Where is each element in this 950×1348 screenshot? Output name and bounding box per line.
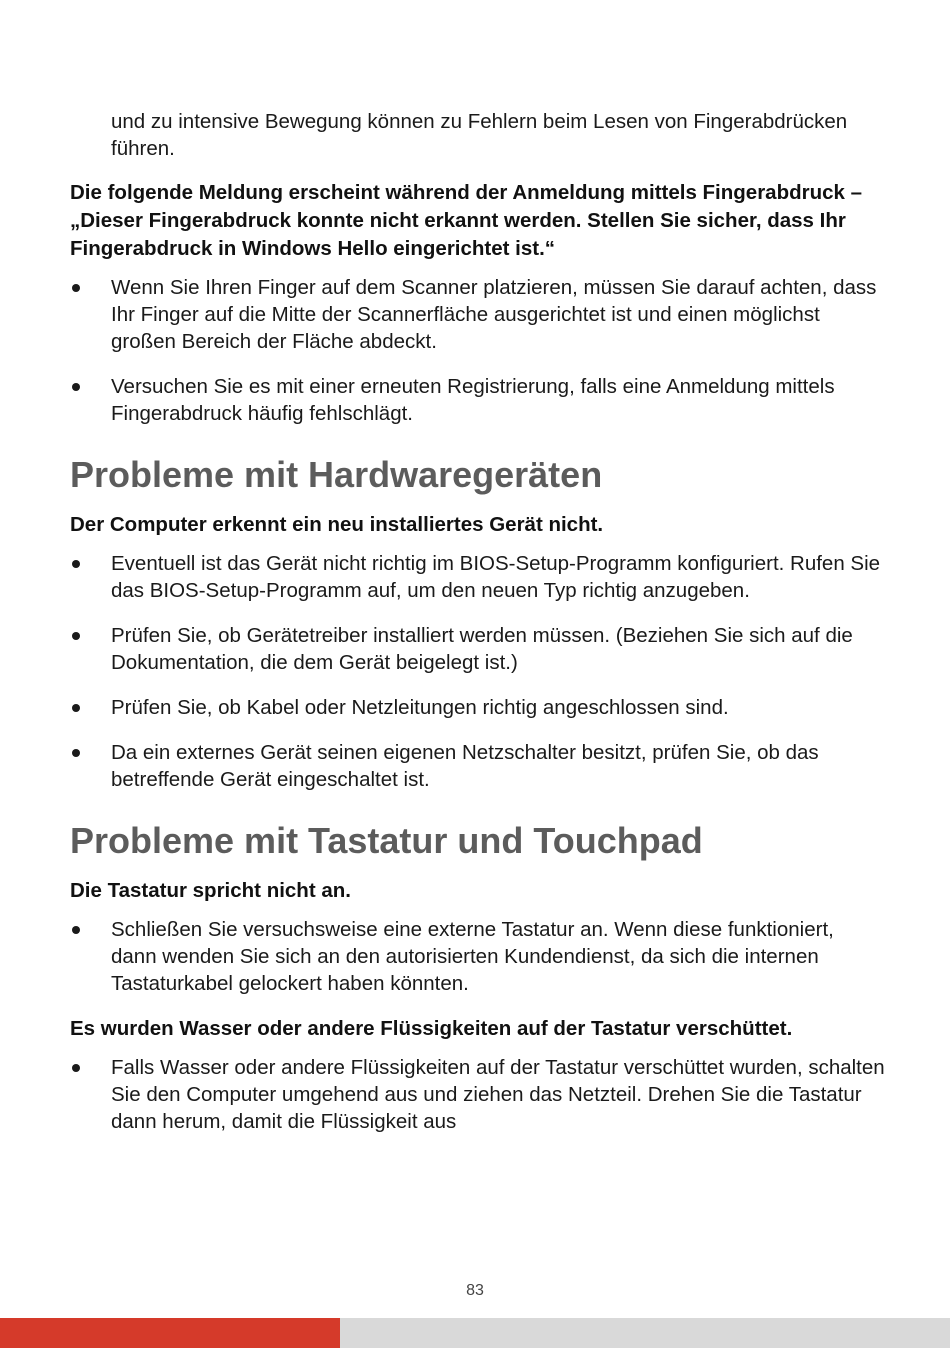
section-title-keyboard: Probleme mit Tastatur und Touchpad — [70, 820, 703, 861]
fingerprint-message-heading: Die folgende Meldung erscheint während der Anmeldung mittels Fingerabdruck – „Dieser Fingerabdruck konnte nicht erkannt werden. Stellen Sie sicher, dass Ihr Fingerabdruck in Windows Hello eingerichtet ist.“ — [70, 181, 863, 260]
keyboard-tips-list — [70, 916, 885, 997]
bullet-icon — [72, 926, 80, 934]
hardware-issue-heading: Der Computer erkennt ein neu installiertes Gerät nicht. — [70, 513, 604, 536]
list-item: Prüfen Sie, ob Kabel oder Netzleitungen richtig angeschlossen sind. — [70, 694, 885, 721]
bullet-icon — [72, 1064, 80, 1072]
list-item: Da ein externes Gerät seinen eigenen Netzschalter besitzt, prüfen Sie, ob das betreffende Gerät eingeschaltet ist. — [70, 739, 885, 793]
bullet-icon — [72, 383, 80, 391]
fingerprint-tips-list — [70, 274, 885, 427]
liquid-spill-heading: Es wurden Wasser oder andere Flüssigkeiten auf der Tastatur verschüttet. — [70, 1017, 793, 1040]
section-title-hardware: Probleme mit Hardwaregeräten — [70, 454, 603, 495]
list-item: Falls Wasser oder andere Flüssigkeiten auf der Tastatur verschüttet wurden, schalten Sie den Computer umgehend aus und ziehen das Netzteil. Drehen Sie die Tastatur dann herum, damit die Flüssigkeit aus — [70, 1054, 885, 1135]
list-item: Prüfen Sie, ob Gerätetreiber installiert werden müssen. (Beziehen Sie sich auf die Dokumentation, die dem Gerät beigelegt ist.) — [70, 622, 885, 676]
continuation-text: und zu intensive Bewegung können zu Fehlern beim Lesen von Fingerabdrücken führen. — [111, 110, 848, 160]
hardware-tips-list — [70, 550, 885, 793]
bullet-icon — [72, 749, 80, 757]
bullet-icon — [72, 560, 80, 568]
bullet-icon — [72, 632, 80, 640]
list-item: Eventuell ist das Gerät nicht richtig im BIOS-Setup-Programm konfiguriert. Rufen Sie das BIOS-Setup-Programm auf, um den neuen Typ richtig anzugeben. — [70, 550, 885, 604]
page-number: 83 — [466, 1282, 484, 1299]
keyboard-issue-heading: Die Tastatur spricht nicht an. — [70, 879, 351, 902]
list-item: Versuchen Sie es mit einer erneuten Registrierung, falls eine Anmeldung mittels Fingerabdruck häufig fehlschlägt. — [70, 373, 885, 427]
bullet-icon — [72, 284, 80, 292]
footer-accent-bar — [0, 1318, 340, 1348]
footer-bar — [0, 1318, 950, 1348]
page-content — [70, 108, 885, 1153]
bullet-icon — [72, 704, 80, 712]
list-item: Schließen Sie versuchsweise eine externe Tastatur an. Wenn diese funktioniert, dann wenden Sie sich an den autorisierten Kundendienst, da sich die internen Tastaturkabel gelockert haben könnten. — [70, 916, 885, 997]
list-item: Wenn Sie Ihren Finger auf dem Scanner platzieren, müssen Sie darauf achten, dass Ihr Finger auf die Mitte der Scannerfläche ausgerichtet ist und einen möglichst großen Bereich der Fläche abdeckt. — [70, 274, 885, 355]
liquid-spill-tips-list — [70, 1054, 885, 1135]
